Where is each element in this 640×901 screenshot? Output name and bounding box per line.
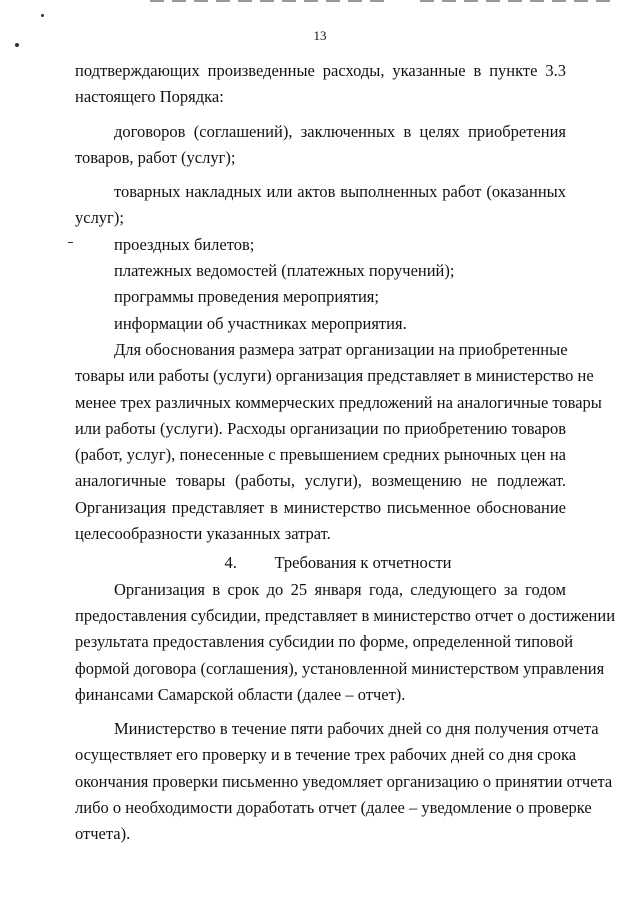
section-heading <box>75 550 566 576</box>
text-line: подтверждающих произведенные расходы, указанные в пункте 3.3 <box>75 61 566 80</box>
list-item: программы проведения мероприятия; <box>114 287 379 307</box>
scan-edge-line <box>420 0 610 2</box>
text-line: результата предоставления субсидии по форме, определенной типовой <box>75 632 574 652</box>
text-line: аналогичные товары (работы, услуги), возмещению не подлежат. <box>75 471 566 491</box>
list-item: товарных накладных или актов выполненных работ (оказанных <box>114 182 566 202</box>
text-line: отчета). <box>75 824 131 844</box>
document-body <box>75 58 616 848</box>
text-line: (работ, услуг), понесенные с превышением средних рыночных цен на <box>75 445 566 465</box>
scan-speck <box>68 242 73 243</box>
scan-edge-line <box>150 0 390 2</box>
text-line: услуг); <box>75 208 124 228</box>
section-title: Требования к отчетности <box>274 553 452 573</box>
scan-speck <box>41 14 44 17</box>
text-line: товары или работы (услуги) организация представляет в министерство не <box>75 366 594 386</box>
text-line: или работы (услуги). Расходы организации по приобретению товаров <box>75 418 566 438</box>
text-line: либо о необходимости доработать отчет (далее – уведомление о проверке <box>75 798 592 818</box>
text-line: осуществляет его проверку и в течение трех рабочих дней со дня срока <box>75 745 577 765</box>
text-line: менее трех различных коммерческих предложений на аналогичные товары <box>75 392 602 412</box>
text-line: Организация представляет в министерство письменное обоснование <box>75 497 566 517</box>
list-item: информации об участниках мероприятия. <box>114 313 407 333</box>
text-line: товаров, работ (услуг); <box>75 147 236 167</box>
text-line: Министерство в течение пяти рабочих дней со дня получения отчета <box>114 719 599 739</box>
page-number: 13 <box>313 28 327 43</box>
list-item: проездных билетов; <box>114 234 255 254</box>
text-line: целесообразности указанных затрат. <box>75 524 331 544</box>
text-line: формой договора (соглашения), установленной министерством управления <box>75 658 605 678</box>
section-number: 4. <box>224 553 237 573</box>
list-item: платежных ведомостей (платежных поручений); <box>114 261 455 281</box>
text-line: Организация в срок до 25 января года, следующего за годом <box>114 579 566 599</box>
text-line: финансами Самарской области (далее – отчет). <box>75 684 406 704</box>
text-line: настоящего Порядка: <box>75 87 224 107</box>
text-line: окончания проверки письменно уведомляет организацию о принятии отчета <box>75 771 613 791</box>
text-line: предоставления субсидии, представляет в министерство отчет о достижении <box>75 605 616 625</box>
text-line: Для обоснования размера затрат организации на приобретенные <box>114 339 568 359</box>
list-item: договоров (соглашений), заключенных в целях приобретения <box>114 121 566 141</box>
